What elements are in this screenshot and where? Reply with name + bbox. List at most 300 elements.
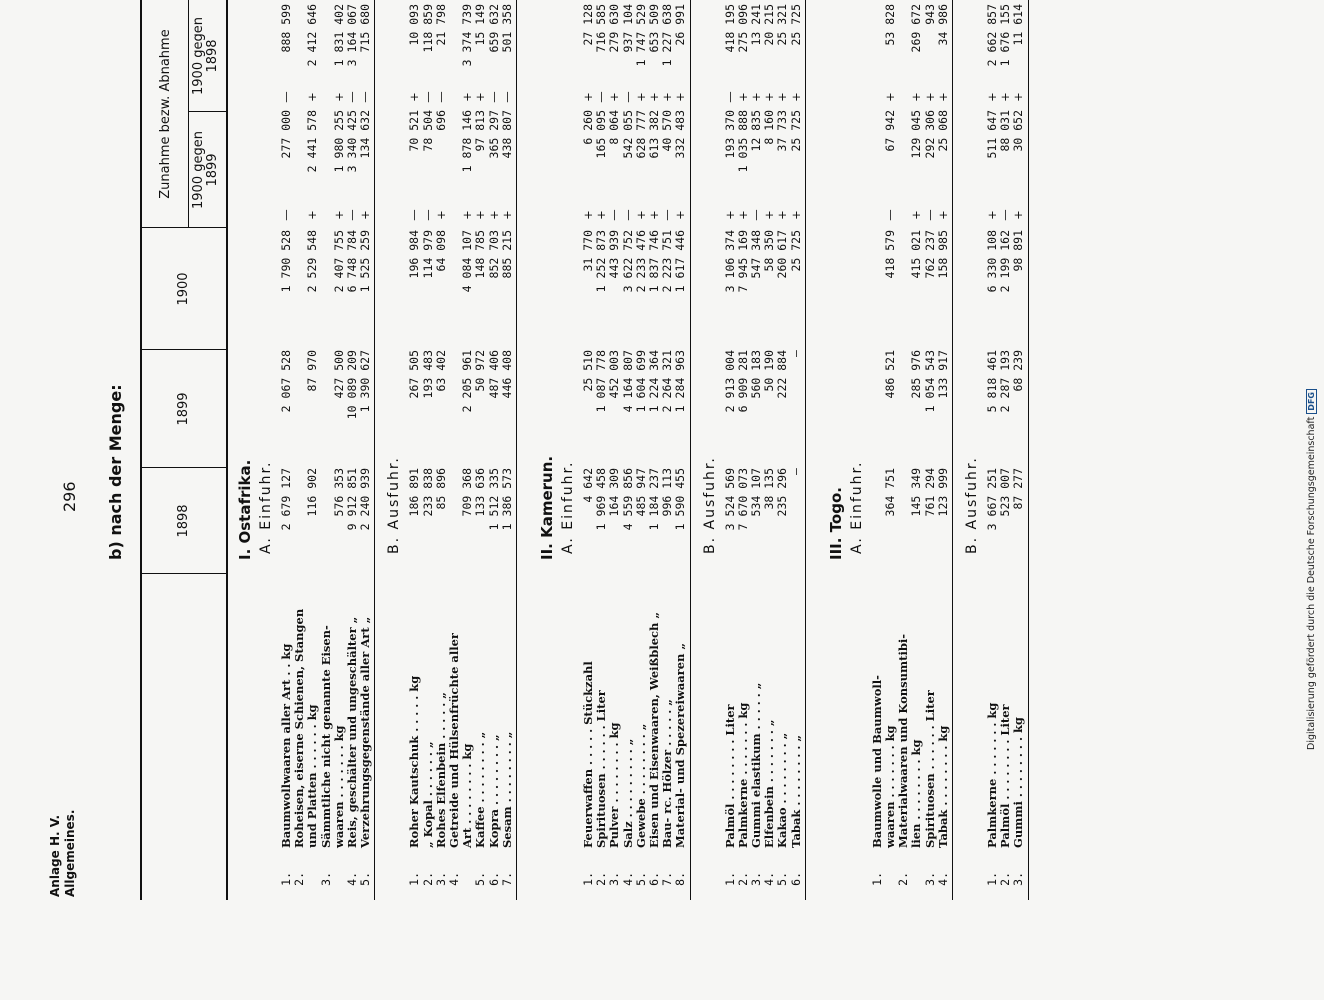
cell-v1: 613 382 xyxy=(647,110,661,159)
cell-s1: + xyxy=(460,210,475,220)
cell-name: Reis, geschälter und ungeschälter „ xyxy=(345,616,359,848)
cell-s2: + xyxy=(607,92,622,102)
cell-name: Material- und Spezereiwaaren „ xyxy=(673,642,688,848)
table-row xyxy=(661,0,674,1000)
cell-s1: + xyxy=(331,210,346,220)
cell-y1900: 2 223 751 xyxy=(660,230,675,293)
cell-y1899: 25 510 xyxy=(581,350,595,392)
cell-v2: 1 227 638 xyxy=(660,4,675,67)
table-row xyxy=(674,0,687,1000)
table-row xyxy=(790,0,803,1000)
cell-y1898: 996 113 xyxy=(660,468,675,517)
cell-v1: 1 878 146 xyxy=(460,110,475,173)
col-head-1899: 1899 xyxy=(176,392,191,426)
cell-y1899: 5 818 461 xyxy=(985,350,999,413)
table-row xyxy=(897,0,910,1000)
cell-nr: 4. xyxy=(447,872,461,886)
cell-name: und Platten . . . . . . kg xyxy=(305,704,320,848)
cell-s2: + xyxy=(998,92,1013,102)
cell-nr: 4. xyxy=(935,872,950,886)
cell-v2: 943 xyxy=(922,4,937,25)
cell-nr: 2. xyxy=(896,872,911,886)
cell-s2: + xyxy=(1011,92,1026,102)
cell-s2: + xyxy=(460,92,475,102)
cell-y1899: 2 067 528 xyxy=(279,350,293,413)
cell-y1900: 415 021 xyxy=(909,230,924,279)
cell-name: Getreide und Hülsenfrüchte aller xyxy=(447,633,461,848)
cell-v1: 2 441 578 xyxy=(305,110,320,173)
cell-v1: 129 045 xyxy=(909,110,924,159)
cell-s1: — xyxy=(620,209,635,221)
cell-s1: + xyxy=(722,210,737,220)
cell-y1899: 1 284 963 xyxy=(673,350,688,413)
group-title: B. Ausfuhr. xyxy=(386,456,403,554)
cell-y1898: 485 947 xyxy=(633,468,648,517)
cell-y1898: 85 896 xyxy=(433,468,448,510)
cell-v2: 653 509 xyxy=(647,4,661,53)
cell-v1: 193 370 xyxy=(722,110,737,159)
cell-name: Verzehrungsgegenstände aller Art „ xyxy=(358,616,373,848)
cell-y1898: 87 277 xyxy=(1011,468,1026,510)
cell-s1: — xyxy=(883,209,897,221)
cell-y1900: 31 770 xyxy=(581,230,595,272)
table-row xyxy=(776,0,789,1000)
cell-nr: 5. xyxy=(358,872,373,886)
cell-nr: 8. xyxy=(673,872,688,886)
cell-nr: 6. xyxy=(788,872,803,886)
cell-name: Eisen und Eisenwaaren, Weißblech „ xyxy=(647,612,661,848)
cell-s1: — xyxy=(998,209,1013,221)
cell-s1: + xyxy=(647,210,661,220)
cell-v1: 511 647 xyxy=(985,110,999,159)
cell-y1900: 547 348 xyxy=(749,230,763,279)
cell-name: Palmkerne . . . . . . . kg xyxy=(735,702,750,848)
cell-y1898: 2 240 939 xyxy=(358,468,373,531)
cell-y1898: 3 524 569 xyxy=(722,468,737,531)
cell-nr: 1. xyxy=(407,872,422,886)
cell-y1898: 233 838 xyxy=(420,468,435,517)
cell-y1900: 6 748 784 xyxy=(345,230,359,293)
cell-s2: + xyxy=(883,92,897,102)
cell-y1899: 50 972 xyxy=(473,350,488,392)
cell-s2: — xyxy=(486,91,501,103)
cell-name: Salz . . . . . . . . . „ xyxy=(620,738,635,848)
cell-y1898: 364 751 xyxy=(883,468,897,517)
table-row xyxy=(488,0,501,1000)
cell-s1: + xyxy=(762,210,777,220)
cell-v1: 40 570 xyxy=(660,110,675,152)
cell-v1: 25 725 xyxy=(788,110,803,152)
cell-nr: 7. xyxy=(660,872,675,886)
cell-y1898: 576 353 xyxy=(331,468,346,517)
cell-y1898: 709 368 xyxy=(460,468,475,517)
cell-y1899: 2 264 321 xyxy=(660,350,675,413)
cell-y1898: 164 309 xyxy=(607,468,622,517)
cell-nr: 4. xyxy=(620,872,635,886)
cell-nr: 1. xyxy=(581,872,595,886)
cell-name: Sesam . . . . . . . . „ xyxy=(499,731,514,848)
cell-name: Rohes Elfenbein . . . . . „ xyxy=(433,692,448,848)
cell-s1: + xyxy=(433,210,448,220)
cell-s2: + xyxy=(331,92,346,102)
cell-nr: 2. xyxy=(292,872,307,886)
cell-name: Baumwollwaaren aller Art . . kg xyxy=(279,643,293,848)
cell-s1: + xyxy=(909,210,924,220)
cell-s1: + xyxy=(633,210,648,220)
cell-s2: — xyxy=(345,91,359,103)
cell-nr: 1. xyxy=(722,872,737,886)
cell-v2: 10 093 xyxy=(407,4,422,46)
cell-y1900: 443 939 xyxy=(607,230,622,279)
cell-v2: 1 676 155 xyxy=(998,4,1013,67)
cell-s1: + xyxy=(788,210,803,220)
cell-name: Gummi elastikum . . . . . „ xyxy=(749,682,763,848)
cell-y1899: 222 884 xyxy=(775,350,790,399)
cell-s1: + xyxy=(486,210,501,220)
col-head-c1-line2: 1899 xyxy=(205,153,220,187)
cell-nr: 1. xyxy=(985,872,999,886)
cell-y1900: 2 199 162 xyxy=(998,230,1013,293)
cell-v2: 1 747 529 xyxy=(633,4,648,67)
cell-y1898: 2 679 127 xyxy=(279,468,293,531)
cell-y1899: 2 287 193 xyxy=(998,350,1013,413)
cell-name: Kakao . . . . . . . . „ xyxy=(775,732,790,848)
cell-y1898: 3 667 251 xyxy=(985,468,999,531)
cell-nr: 7. xyxy=(499,872,514,886)
table-row xyxy=(461,0,474,1000)
cell-name: „ Kopal . . . . . . „ xyxy=(420,741,435,848)
cell-name: Tabak . . . . . . . . kg xyxy=(935,725,950,848)
cell-v2: 15 149 xyxy=(473,4,488,46)
cell-y1899: 68 239 xyxy=(1011,350,1026,392)
table-row xyxy=(884,0,897,1000)
digitization-note xyxy=(1306,389,1317,750)
col-head-change-1899 xyxy=(192,112,220,228)
cell-v1: 70 521 xyxy=(407,110,422,152)
cell-s2: — xyxy=(620,91,635,103)
cell-v2: 888 599 xyxy=(279,4,293,53)
cell-y1898: 133 636 xyxy=(473,468,488,517)
cell-v2: 659 632 xyxy=(486,4,501,53)
cell-s2: + xyxy=(788,92,803,102)
col-head-1900: 1900 xyxy=(176,272,191,306)
cell-y1899: 486 521 xyxy=(883,350,897,399)
cell-s1: — xyxy=(279,209,293,221)
cell-s1: + xyxy=(1011,210,1026,220)
table-row xyxy=(937,0,950,1000)
cell-v2: 21 798 xyxy=(433,4,448,46)
cell-y1899: — xyxy=(788,350,803,357)
cell-y1898: 38 135 xyxy=(762,468,777,510)
cell-s1: + xyxy=(735,210,750,220)
cell-y1899: 560 183 xyxy=(749,350,763,399)
cell-y1900: 1 837 746 xyxy=(647,230,661,293)
cell-s1: — xyxy=(420,209,435,221)
cell-v2: 25 321 xyxy=(775,4,790,46)
cell-v2: 3 164 067 xyxy=(345,4,359,67)
cell-v2: 34 986 xyxy=(935,4,950,46)
cell-v1: 37 733 xyxy=(775,110,790,152)
cell-s1: + xyxy=(581,210,595,220)
cell-v2: 937 104 xyxy=(620,4,635,53)
cell-y1900: 158 985 xyxy=(935,230,950,279)
cell-s2: — xyxy=(420,91,435,103)
cell-v1: 8 064 xyxy=(607,110,622,145)
annex-line-1: Anlage H. V. xyxy=(48,814,62,897)
cell-y1898: 186 891 xyxy=(407,468,422,517)
table-row xyxy=(737,0,750,1000)
cell-s2: — xyxy=(499,91,514,103)
cell-name: Sämmtliche nicht genannte Eisen- xyxy=(318,625,333,848)
cell-y1899: 193 483 xyxy=(420,350,435,399)
cell-y1898: 1 184 237 xyxy=(647,468,661,531)
cell-name: Pulver . . . . . . . . kg xyxy=(607,722,622,848)
cell-v2: 275 096 xyxy=(735,4,750,53)
cell-name: Feuerwaffen . . . . . Stückzahl xyxy=(581,661,595,848)
cell-v1: 438 807 xyxy=(499,110,514,159)
group-rule xyxy=(690,0,691,900)
cell-s2: + xyxy=(749,92,763,102)
cell-v1: 332 483 xyxy=(673,110,688,159)
cell-nr: 4. xyxy=(762,872,777,886)
cell-y1899: 87 970 xyxy=(305,350,320,392)
cell-s2: + xyxy=(305,92,320,102)
cell-y1900: 4 084 107 xyxy=(460,230,475,293)
cell-nr: 5. xyxy=(633,872,648,886)
cell-v1: 628 777 xyxy=(633,110,648,159)
cell-name: Kopra . . . . . . . . „ xyxy=(486,734,501,848)
cell-s2: + xyxy=(922,92,937,102)
cell-s1: — xyxy=(922,209,937,221)
group-rule xyxy=(516,0,517,900)
cell-v1: 1 035 888 xyxy=(735,110,750,173)
cell-y1900: 2 233 476 xyxy=(633,230,648,293)
cell-y1898: 7 670 073 xyxy=(735,468,750,531)
cell-s2: + xyxy=(473,92,488,102)
group-title: B. Ausfuhr. xyxy=(701,456,718,554)
cell-nr: 3. xyxy=(922,872,937,886)
cell-y1899: 2 205 961 xyxy=(460,350,475,413)
cell-v2: 1 831 402 xyxy=(331,4,346,67)
cell-s1: — xyxy=(345,209,359,221)
group-rule xyxy=(952,0,953,900)
group-rule xyxy=(1028,0,1029,900)
cell-v1: 25 068 xyxy=(935,110,950,152)
cell-y1898: 9 912 851 xyxy=(345,468,359,531)
cell-name: Roher Kautschuk . . . . . kg xyxy=(407,675,422,848)
cell-v1: 292 306 xyxy=(922,110,937,159)
cell-y1899: 1 087 778 xyxy=(594,350,609,413)
cell-y1898: 523 007 xyxy=(998,468,1013,517)
table-row xyxy=(582,0,595,1000)
table-row xyxy=(724,0,737,1000)
cell-name: Palmkerne . . . . . . . kg xyxy=(985,702,999,848)
annex-label xyxy=(48,810,78,897)
table-row xyxy=(871,0,884,1000)
cell-v1: 134 632 xyxy=(358,110,373,159)
table-row xyxy=(910,0,923,1000)
cell-s2: + xyxy=(633,92,648,102)
cell-s1: — xyxy=(749,209,763,221)
table-row xyxy=(280,0,293,1000)
group-title: B. Ausfuhr. xyxy=(964,456,980,554)
cell-name: Baumwolle und Baumwoll- xyxy=(869,675,884,848)
col-head-c1-line1: 1900 gegen xyxy=(191,131,206,209)
cell-s2: + xyxy=(985,92,999,102)
cell-s2: + xyxy=(735,92,750,102)
cell-y1900: 3 622 752 xyxy=(620,230,635,293)
cell-name: Materialwaaren und Konsumtibi- xyxy=(896,633,911,848)
table-row xyxy=(924,0,937,1000)
cell-v2: 418 195 xyxy=(722,4,737,53)
col-head-c2-line1: 1900 gegen xyxy=(191,17,206,95)
col-head-1898: 1898 xyxy=(176,504,191,538)
cell-s1: — xyxy=(407,209,422,221)
cell-y1899: 427 500 xyxy=(331,350,346,399)
table-row xyxy=(306,0,319,1000)
section-title: III. Togo. xyxy=(826,487,845,560)
cell-v1: 6 260 xyxy=(581,110,595,145)
group-rule xyxy=(374,0,375,900)
cell-y1898: 123 999 xyxy=(935,468,950,517)
section-title: II. Kamerun. xyxy=(538,455,556,560)
cell-v1: 97 813 xyxy=(473,110,488,152)
cell-v2: 501 358 xyxy=(499,4,514,53)
cell-s2: + xyxy=(407,92,422,102)
cell-s1: + xyxy=(499,210,514,220)
cell-nr: 6. xyxy=(647,872,661,886)
cell-v1: 365 297 xyxy=(486,110,501,159)
cell-v1: 696 xyxy=(433,110,448,131)
cell-y1900: 1 617 446 xyxy=(673,230,688,293)
cell-y1900: 25 725 xyxy=(788,230,803,272)
header-bottom-rule xyxy=(226,0,228,900)
cell-y1898: 235 296 xyxy=(775,468,790,517)
section-title: I. Ostafrika. xyxy=(236,459,254,560)
group-title: A. Einfuhr. xyxy=(848,460,865,554)
cell-v1: 67 942 xyxy=(883,110,897,152)
cell-y1898: 761 294 xyxy=(922,468,937,517)
cell-v1: 165 095 xyxy=(594,110,609,159)
cell-name: Gewebe . . . . . . . . „ xyxy=(633,723,648,848)
cell-name: lien . . . . . . . . kg xyxy=(909,739,924,848)
cell-y1899: 2 913 004 xyxy=(722,350,737,413)
cell-name: Spirituosen . . . . . . Liter xyxy=(594,690,609,848)
cell-v1: 30 652 xyxy=(1011,110,1026,152)
cell-y1900: 6 330 108 xyxy=(985,230,999,293)
cell-v2: 118 859 xyxy=(420,4,435,53)
cell-nr: 5. xyxy=(473,872,488,886)
cell-name: Bau- rc. Hölzer . . . . . „ xyxy=(660,699,675,848)
cell-name: Tabak . . . . . . . . „ xyxy=(788,734,803,848)
cell-v1: 542 055 xyxy=(620,110,635,159)
cell-s1: + xyxy=(305,210,320,220)
cell-nr: 1. xyxy=(279,872,293,886)
table-row xyxy=(474,0,487,1000)
cell-v2: 53 828 xyxy=(883,4,897,46)
cell-y1900: 64 098 xyxy=(433,230,448,272)
cell-s2: + xyxy=(647,92,661,102)
cell-v1: 88 031 xyxy=(998,110,1013,152)
table-row xyxy=(435,0,448,1000)
cell-nr: 3. xyxy=(1011,872,1026,886)
cell-y1900: 762 237 xyxy=(922,230,937,279)
cell-name: waaren . . . . . . . kg xyxy=(883,725,897,848)
cell-y1900: 1 790 528 xyxy=(279,230,293,293)
cell-nr: 2. xyxy=(735,872,750,886)
cell-y1898: 534 107 xyxy=(749,468,763,517)
cell-s2: + xyxy=(660,92,675,102)
cell-s1: + xyxy=(935,210,950,220)
cell-v1: 78 504 xyxy=(420,110,435,152)
change-sub-rule xyxy=(188,0,189,228)
cell-s1: + xyxy=(985,210,999,220)
cell-y1899: 285 976 xyxy=(909,350,924,399)
group-title: A. Einfuhr. xyxy=(560,460,576,554)
table-subtitle: b) nach der Menge: xyxy=(106,384,125,560)
col-head-c2-line2: 1898 xyxy=(205,39,220,73)
cell-y1899: 1 390 627 xyxy=(358,350,373,413)
cell-v1: 12 835 xyxy=(749,110,763,152)
table-row xyxy=(422,0,435,1000)
cell-name: Gummi . . . . . . . . kg xyxy=(1011,717,1026,848)
dfg-logo: DFG xyxy=(1306,389,1317,414)
cell-y1898: 1 512 335 xyxy=(486,468,501,531)
cell-y1899: 1 604 699 xyxy=(633,350,648,413)
cell-v2: 27 128 xyxy=(581,4,595,46)
cell-nr: 3. xyxy=(607,872,622,886)
cell-y1898: 145 349 xyxy=(909,468,924,517)
cell-s2: — xyxy=(433,91,448,103)
cell-nr: 2. xyxy=(420,872,435,886)
cell-y1899: 487 406 xyxy=(486,350,501,399)
cell-s1: + xyxy=(473,210,488,220)
table-row xyxy=(750,0,763,1000)
cell-y1898: 4 559 856 xyxy=(620,468,635,531)
cell-nr: 2. xyxy=(594,872,609,886)
cell-y1900: 418 579 xyxy=(883,230,897,279)
cell-s2: + xyxy=(909,92,924,102)
table-row xyxy=(622,0,635,1000)
table-row xyxy=(635,0,648,1000)
table-row xyxy=(608,0,621,1000)
cell-nr: 6. xyxy=(486,872,501,886)
cell-s1: + xyxy=(594,210,609,220)
cell-y1899: 133 917 xyxy=(935,350,950,399)
table-row xyxy=(359,0,372,1000)
cell-s1: + xyxy=(358,210,373,220)
cell-y1899: 4 164 807 xyxy=(620,350,635,413)
cell-v1: 8 160 xyxy=(762,110,777,145)
cell-v2: 716 585 xyxy=(594,4,609,53)
cell-v1: 1 980 255 xyxy=(331,110,346,173)
cell-name: Roheisen, eiserne Schienen, Stangen xyxy=(292,608,307,848)
group-title: A. Einfuhr. xyxy=(258,460,274,554)
cell-y1899: 10 089 209 xyxy=(345,350,359,420)
cell-y1898: 1 386 573 xyxy=(499,468,514,531)
cell-y1900: 114 979 xyxy=(420,230,435,279)
table-row xyxy=(763,0,776,1000)
cell-v2: 11 614 xyxy=(1011,4,1026,46)
cell-v2: 26 991 xyxy=(673,4,688,46)
cell-v2: 20 215 xyxy=(762,4,777,46)
cell-y1900: 196 984 xyxy=(407,230,422,279)
cell-nr: 3. xyxy=(318,872,333,886)
table-row xyxy=(346,0,359,1000)
cell-y1900: 1 525 259 xyxy=(358,230,373,293)
cell-v2: 25 725 xyxy=(788,4,803,46)
table-row xyxy=(408,0,421,1000)
